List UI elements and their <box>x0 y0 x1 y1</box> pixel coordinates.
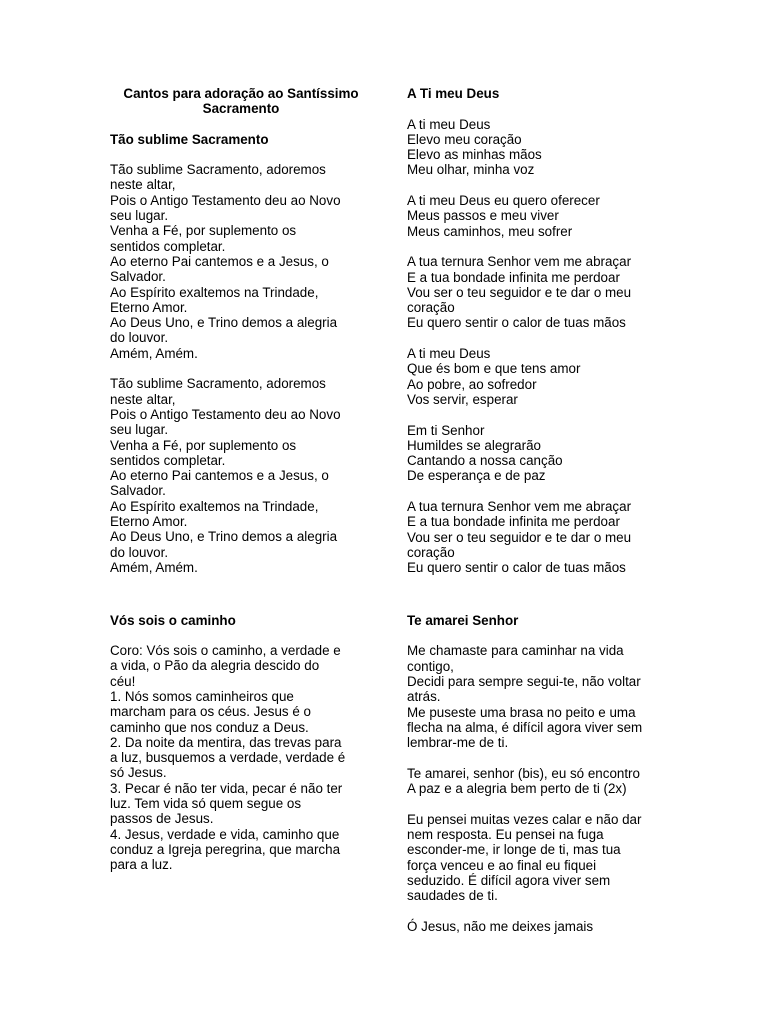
song-title: Tão sublime Sacramento <box>110 131 269 147</box>
verse-line: Ao Deus Uno, e Trino demos a alegria <box>110 315 338 331</box>
verse-line: A ti meu Deus <box>407 346 491 362</box>
verse-line: saudades de ti. <box>407 888 498 904</box>
verse-line: Ao eterno Pai cantemos e a Jesus, o <box>110 253 329 269</box>
verse-line: Me puseste uma brasa no peito e uma <box>407 704 636 720</box>
verse-line: E a tua bondade infinita me perdoar <box>407 269 620 285</box>
verse-line: A paz e a alegria bem perto de ti (2x) <box>407 781 627 797</box>
verse-line: A tua ternura Senhor vem me abraçar <box>407 499 632 515</box>
verse-line: Coro: Vós sois o caminho, a verdade e <box>110 643 341 659</box>
verse-line: Humildes se alegrarão <box>407 437 541 453</box>
document-title <box>110 86 372 117</box>
stanza <box>407 499 669 575</box>
left-column <box>110 86 372 888</box>
verse-line: 1. Nós somos caminheiros que <box>110 688 294 704</box>
verse-line: A ti meu Deus <box>407 116 491 132</box>
verse-line: a vida, o Pão da alegria descido do <box>110 658 320 674</box>
verse-line: Vos servir, esperar <box>407 391 518 407</box>
verse-line: neste altar, <box>110 391 176 407</box>
verse-line: nem resposta. Eu pensei na fuga <box>407 826 604 842</box>
verse-line: Amém, Amém. <box>110 559 198 575</box>
verse-line: força venceu e ao final eu fiquei <box>407 857 597 873</box>
verse-line: Te amarei, senhor (bis), eu só encontro <box>407 765 640 781</box>
verse-line: Tão sublime Sacramento, adoremos <box>110 376 326 392</box>
verse-line: E a tua bondade infinita me perdoar <box>407 514 620 530</box>
verse-line: lembrar-me de ti. <box>407 735 509 751</box>
verse-line: do louvor. <box>110 544 169 560</box>
song-a-ti-meu-deus <box>407 86 669 576</box>
verse-line: Ao Deus Uno, e Trino demos a alegria <box>110 529 338 545</box>
verse-line: Ao pobre, ao sofredor <box>407 376 537 392</box>
verse-line: Ao eterno Pai cantemos e a Jesus, o <box>110 468 329 484</box>
song-tao-sublime <box>110 132 372 576</box>
verse-line: Eterno Amor. <box>110 299 188 315</box>
verse-line: sentidos completar. <box>110 238 226 254</box>
verse-line: luz. Tem vida só quem segue os <box>110 796 302 812</box>
verse-line: coração <box>407 300 455 316</box>
verse-line: Eterno Amor. <box>110 514 188 530</box>
right-column <box>407 86 669 949</box>
verse-line: Cantando a nossa canção <box>407 453 563 469</box>
verse-line: atrás. <box>407 689 441 705</box>
stanza <box>407 346 669 407</box>
verse-line: 3. Pecar é não ter vida, pecar é não ter <box>110 780 343 796</box>
document-title-line: Cantos para adoração ao Santíssimo <box>123 86 359 101</box>
verse-line: Que és bom e que tens amor <box>407 361 581 377</box>
verse-line: Salvador. <box>110 483 166 499</box>
verse-line: Vou ser o teu seguidor e te dar o meu <box>407 529 632 545</box>
verse-line: sentidos completar. <box>110 452 226 468</box>
verse-line: Meus caminhos, meu sofrer <box>407 223 573 239</box>
verse-line: Salvador. <box>110 269 166 285</box>
verse-line: marcham para os céus. Jesus é o <box>110 704 311 720</box>
stanza <box>407 117 669 178</box>
verse-line: coração <box>407 544 455 560</box>
song-title: Vós sois o caminho <box>110 612 236 628</box>
verse-line: seu lugar. <box>110 422 169 438</box>
stanza <box>110 643 372 872</box>
verse-line: Eu quero sentir o calor de tuas mãos <box>407 315 626 331</box>
verse-line: caminho que nos conduz a Deus. <box>110 719 309 735</box>
verse-line: esconder-me, ir longe de ti, mas tua <box>407 842 621 858</box>
stanza <box>407 919 669 934</box>
verse-line: Tão sublime Sacramento, adoremos <box>110 162 326 178</box>
verse-line: Eu pensei muitas vezes calar e não dar <box>407 811 642 827</box>
verse-line: Meus passos e meu viver <box>407 208 559 224</box>
spacer <box>110 591 372 613</box>
verse-line: seduzido. É difícil agora viver sem <box>407 872 611 888</box>
verse-line: Elevo as minhas mãos <box>407 147 542 163</box>
stanza <box>407 643 669 750</box>
verse-line: Amém, Amém. <box>110 345 198 361</box>
verse-line: 2. Da noite da mentira, das trevas para <box>110 734 342 750</box>
verse-line: Pois o Antigo Testamento deu ao Novo <box>110 192 341 208</box>
verse-line: Meu olhar, minha voz <box>407 162 535 178</box>
verse-line: Ao Espírito exaltemos na Trindade, <box>110 284 319 300</box>
verse-line: a luz, busquemos a verdade, verdade é <box>110 750 346 766</box>
document-title-line: Sacramento <box>202 101 280 117</box>
verse-line: De esperança e de paz <box>407 468 546 484</box>
verse-line: A tua ternura Senhor vem me abraçar <box>407 254 632 270</box>
verse-line: flecha na alma, é difícil agora viver sem <box>407 719 643 735</box>
verse-line: seu lugar. <box>110 208 169 224</box>
verse-line: só Jesus. <box>110 765 167 781</box>
verse-line: Ao Espírito exaltemos na Trindade, <box>110 498 319 514</box>
verse-line: 4. Jesus, verdade e vida, caminho que <box>110 826 340 842</box>
song-te-amarei-senhor <box>407 613 669 934</box>
stanza <box>407 254 669 330</box>
verse-line: Decidi para sempre segui-te, não voltar <box>407 673 641 689</box>
verse-line: Venha a Fé, por suplemento os <box>110 437 297 453</box>
verse-line: Me chamaste para caminhar na vida <box>407 643 624 659</box>
spacer <box>407 591 669 613</box>
verse-line: Elevo meu coração <box>407 131 522 147</box>
stanza <box>407 812 669 904</box>
stanza <box>110 376 372 575</box>
stanza <box>407 423 669 484</box>
verse-line: Pois o Antigo Testamento deu ao Novo <box>110 406 341 422</box>
verse-line: Em ti Senhor <box>407 422 485 438</box>
verse-line: para a luz. <box>110 857 173 873</box>
verse-line: contigo, <box>407 658 454 674</box>
stanza <box>110 162 372 361</box>
verse-line: do louvor. <box>110 330 169 346</box>
verse-line: Ó Jesus, não me deixes jamais <box>407 918 594 934</box>
stanza <box>407 766 669 797</box>
song-title: A Ti meu Deus <box>407 86 500 101</box>
verse-line: Eu quero sentir o calor de tuas mãos <box>407 560 626 576</box>
verse-line: neste altar, <box>110 177 176 193</box>
verse-line: passos de Jesus. <box>110 811 214 827</box>
verse-line: A ti meu Deus eu quero oferecer <box>407 193 600 209</box>
song-title: Te amarei Senhor <box>407 612 519 628</box>
verse-line: Vou ser o teu seguidor e te dar o meu <box>407 284 632 300</box>
verse-line: céu! <box>110 673 136 689</box>
verse-line: conduz a Igreja peregrina, que marcha <box>110 841 341 857</box>
verse-line: Venha a Fé, por suplemento os <box>110 223 297 239</box>
song-vos-sois-o-caminho <box>110 613 372 873</box>
stanza <box>407 193 669 239</box>
